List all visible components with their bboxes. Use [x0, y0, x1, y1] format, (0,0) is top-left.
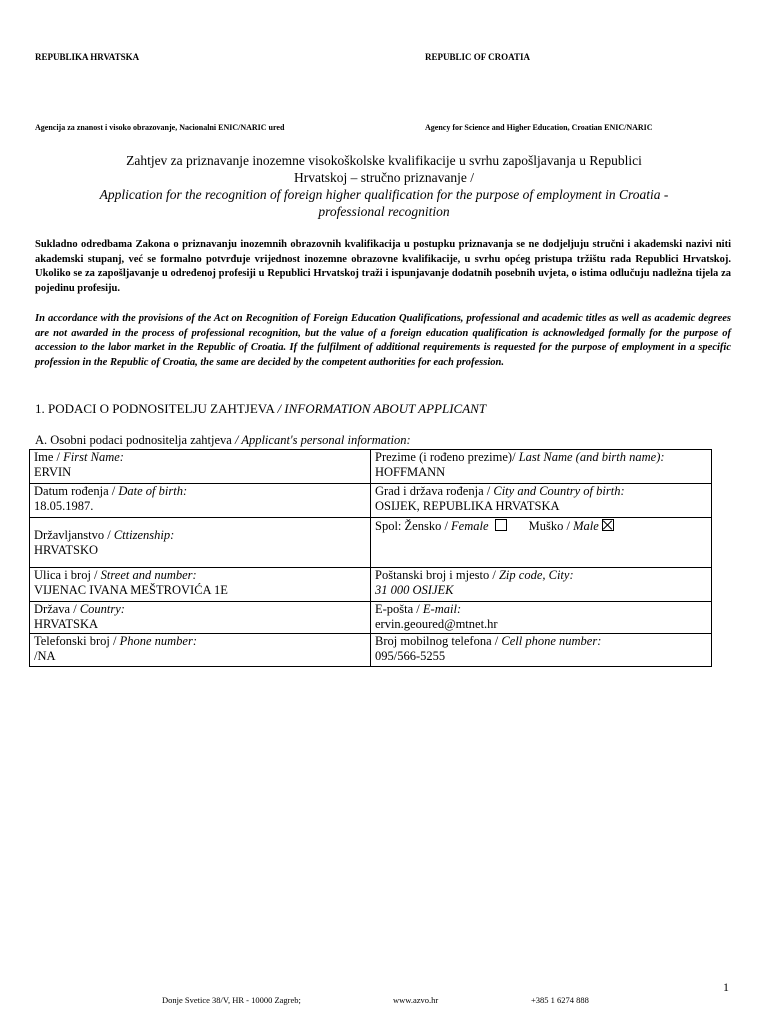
title-hr-line2: Hrvatskoj – stručno priznavanje / — [294, 170, 474, 185]
last-name-cell[interactable] — [371, 450, 712, 484]
phone-value: /NA — [34, 649, 56, 663]
pob-label: Grad i država rođenja / City and Country of birth: — [375, 484, 625, 498]
female-checkbox[interactable] — [495, 519, 507, 531]
right-country: REPUBLIC OF CROATIA — [425, 52, 531, 62]
citizenship-cell[interactable] — [30, 518, 371, 568]
sex-cell — [371, 518, 712, 568]
mobile-cell[interactable] — [371, 634, 712, 667]
citizenship-value: HRVATSKO — [34, 542, 99, 557]
phone-cell[interactable] — [30, 634, 371, 667]
subsectionA-en: / Applicant's personal information: — [234, 433, 411, 447]
email-value: ervin.geoured@mtnet.hr — [375, 617, 498, 631]
phone-label: Telefonski broj / Phone number: — [34, 634, 197, 648]
country-value: HRVATSKA — [34, 617, 99, 631]
first-name-cell[interactable] — [30, 450, 371, 484]
section1-heading — [35, 401, 486, 417]
footer-phone: +385 1 6274 888 — [531, 995, 589, 1005]
dob-value: 18.05.1987. — [34, 499, 94, 513]
country-cell[interactable] — [30, 602, 371, 634]
first-name-value: ERVIN — [34, 465, 72, 479]
section1-hr: 1. PODACI O PODNOSITELJU ZAHTJEVA — [35, 401, 275, 416]
pob-cell[interactable] — [371, 484, 712, 518]
male-checkbox[interactable] — [602, 519, 614, 531]
street-label: Ulica i broj / Street and number: — [34, 568, 197, 582]
title-en-line2: professional recognition — [318, 204, 450, 219]
section1-en: / INFORMATION ABOUT APPLICANT — [277, 401, 487, 416]
applicant-form — [29, 449, 712, 667]
street-value: VIJENAC IVANA MEŠTROVIĆA 1E — [34, 583, 228, 597]
zip-cell[interactable] — [371, 568, 712, 602]
zip-label: Poštanski broj i mjesto / Zip code, City: — [375, 568, 574, 582]
footer-address: Donje Svetice 38/V, HR - 10000 Zagreb; — [162, 995, 301, 1005]
intro-hr: Sukladno odredbama Zakona o priznavanju inozemnih obrazovnih kvalifikacija u postupku priznavanja se ne dodjeljuju stručni i akademski nazivi niti akademski stupanj, već se formalno potvrđuje vrijednost inozemne obrazovne kvalifikacije, u svrhu općeg pristupa tržištu rada Republici Hrvatskoj. Ukoliko se za zapošljavanje u određenoj profesiji u Republici Hrvatskoj traži i ispunjavanje dodatnih posebnih uvjeta, o istima odlučuju nadležna tijela za pojedinu profesiju. — [35, 239, 731, 294]
title-hr-line1: Zahtjev za priznavanje inozemne visokoškolske kvalifikacije u svrhu zapošljavanja u Republici — [126, 153, 642, 168]
subsectionA-hr: A. Osobni podaci podnositelja zahtjeva — [35, 433, 232, 447]
country-label: Država / Country: — [34, 602, 125, 616]
pob-value: OSIJEK, REPUBLIKA HRVATSKA — [375, 499, 560, 513]
last-name-label: Prezime (i rođeno prezime)/ Last Name (and birth name): — [375, 450, 665, 464]
subsectionA-heading — [35, 433, 411, 448]
title-en-line1: Application for the recognition of foreign higher qualification for the purpose of employment in Croatia - — [99, 187, 669, 202]
right-agency: Agency for Science and Higher Education, Croatian ENIC/NARIC — [425, 123, 653, 132]
footer-web-link[interactable]: www.azvo.hr — [393, 995, 439, 1005]
street-cell[interactable] — [30, 568, 371, 602]
dob-cell[interactable] — [30, 484, 371, 518]
email-cell[interactable] — [371, 602, 712, 634]
mobile-label: Broj mobilnog telefona / Cell phone number: — [375, 634, 602, 648]
last-name-value: HOFFMANN — [375, 465, 446, 479]
page-number: 1 — [723, 980, 729, 994]
email-label: E-pošta / E-mail: — [375, 602, 462, 616]
left-agency: Agencija za znanost i visoko obrazovanje, Nacionalni ENIC/NARIC ured — [35, 123, 285, 132]
mobile-value: 095/566-5255 — [375, 649, 446, 663]
citizenship-label: Državljanstvo / Cttizenship: — [34, 527, 175, 542]
intro-en: In accordance with the provisions of the Act on Recognition of Foreign Education Qualifications, professional and academic titles as well as academic degrees are not awarded in the process of professional recognition, but the value of a foreign education qualification is acknowledged formally for the purpose of accession to the labor market in the Republic of Croatia. If the fulfilment of additional requirements is requested for the purpose of employment in a specific profession in the Republic of Croatia, the same are decided by the competent authorities for each profession. — [35, 313, 731, 368]
left-country: REPUBLIKA HRVATSKA — [35, 52, 140, 62]
zip-value: 31 000 OSIJEK — [375, 583, 454, 597]
dob-label: Datum rođenja / Date of birth: — [34, 484, 188, 498]
sex-label: Spol: Žensko / Female Muško / Male — [375, 518, 707, 534]
first-name-label: Ime / First Name: — [34, 450, 124, 464]
